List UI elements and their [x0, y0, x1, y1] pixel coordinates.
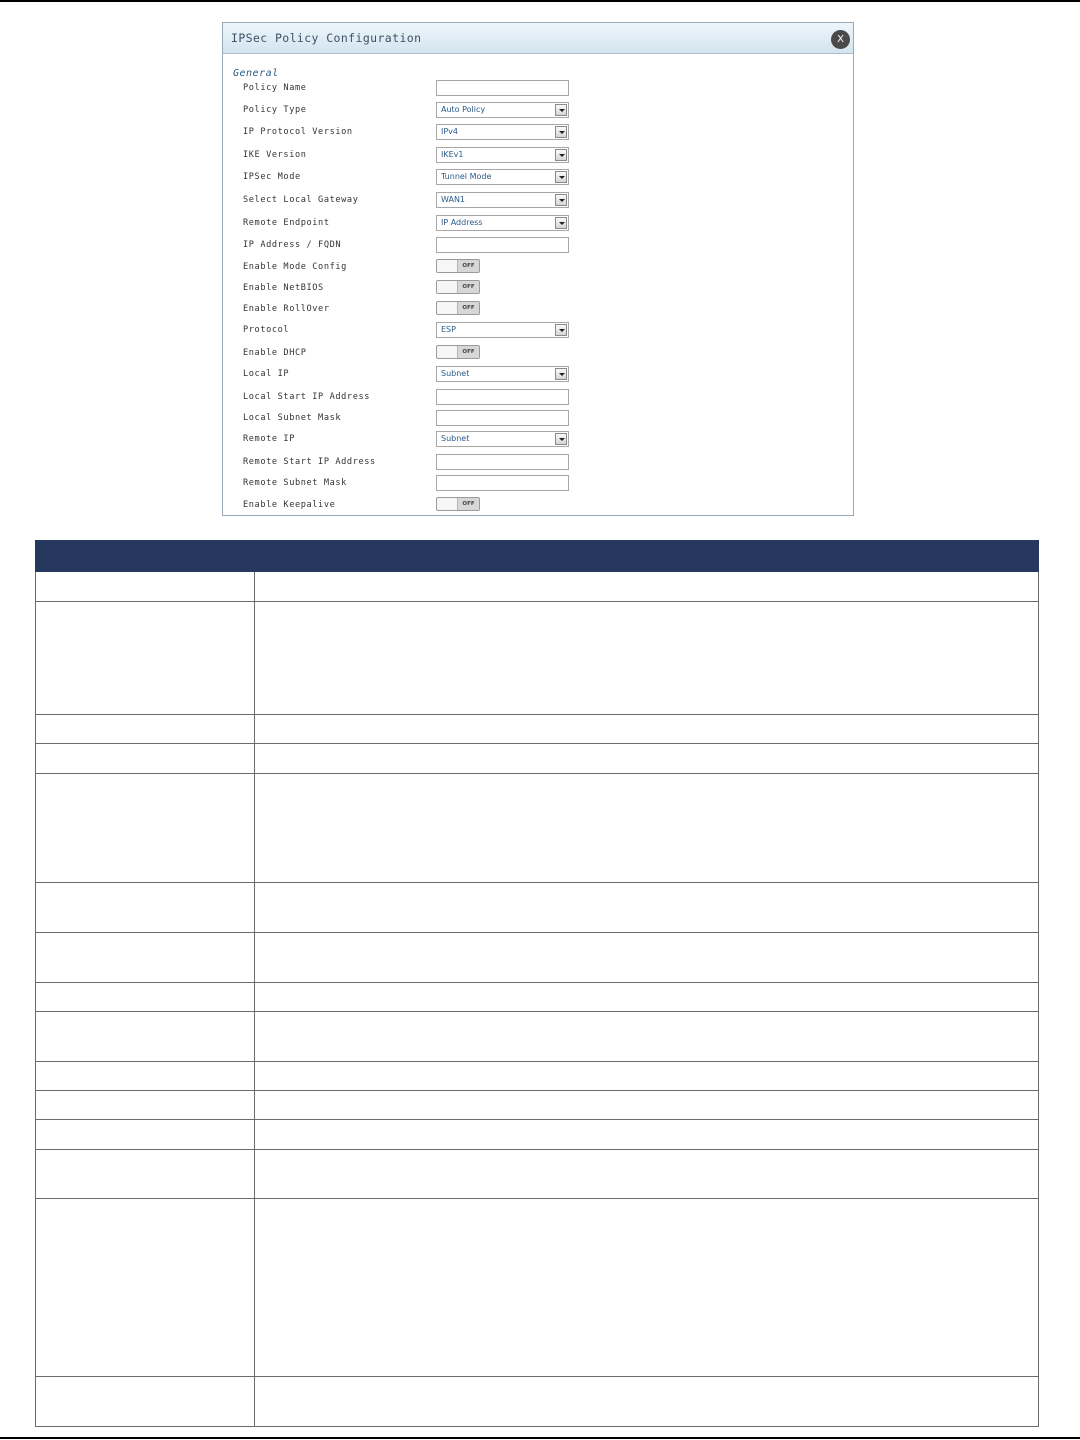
table-cell	[255, 774, 1039, 883]
table-cell	[36, 715, 255, 744]
ip-address-fqdn-input[interactable]	[436, 237, 569, 253]
table-cell	[255, 1012, 1039, 1062]
table-cell	[255, 1377, 1039, 1427]
field-label: IP Protocol Version	[243, 127, 353, 137]
local-start-ip-input[interactable]	[436, 389, 569, 405]
table-row	[36, 1120, 1039, 1150]
table-cell	[36, 1012, 255, 1062]
table-row	[36, 1012, 1039, 1062]
ike-version-select[interactable]	[436, 147, 569, 163]
table-cell	[36, 933, 255, 983]
page-bottom-rule	[0, 1437, 1080, 1439]
local-ip-select[interactable]	[436, 366, 569, 382]
table-cell	[255, 602, 1039, 715]
field-label: Local IP	[243, 369, 290, 379]
select-value: Subnet	[441, 369, 470, 378]
section-title-general: General	[233, 68, 279, 79]
toggle-state: OFF	[458, 281, 479, 293]
table-cell	[36, 774, 255, 883]
select-value: IP Address	[441, 218, 483, 227]
remote-ip-select[interactable]	[436, 431, 569, 447]
field-label: Enable NetBIOS	[243, 283, 324, 293]
table-row	[36, 1062, 1039, 1091]
field-enable-netbios	[223, 280, 853, 298]
field-label: Remote Subnet Mask	[243, 478, 347, 488]
table-cell	[36, 1091, 255, 1120]
select-value: IPv4	[441, 127, 459, 136]
chevron-down-icon[interactable]	[555, 217, 567, 229]
remote-endpoint-select[interactable]	[436, 215, 569, 231]
table-cell	[255, 572, 1039, 602]
field-label: Select Local Gateway	[243, 195, 359, 205]
remote-start-ip-input[interactable]	[436, 454, 569, 470]
table-header-cell	[255, 541, 1039, 572]
field-label: Policy Name	[243, 83, 307, 93]
field-label: IPSec Mode	[243, 172, 301, 182]
table-cell	[36, 983, 255, 1012]
field-policy-name	[223, 80, 853, 98]
field-label: Policy Type	[243, 105, 307, 115]
table-row	[36, 602, 1039, 715]
remote-subnet-mask-input[interactable]	[436, 475, 569, 491]
field-label: Enable DHCP	[243, 348, 307, 358]
select-value: IKEv1	[441, 150, 464, 159]
table-cell	[255, 1091, 1039, 1120]
chevron-down-icon[interactable]	[555, 171, 567, 183]
field-label: Enable Keepalive	[243, 500, 336, 510]
select-value: Subnet	[441, 434, 470, 443]
field-enable-rollover	[223, 301, 853, 319]
table-cell	[255, 883, 1039, 933]
select-value: WAN1	[441, 195, 466, 204]
dialog-title: IPSec Policy Configuration	[231, 31, 422, 45]
table-cell	[36, 1062, 255, 1091]
table-cell	[255, 1199, 1039, 1377]
select-value: Auto Policy	[441, 105, 486, 114]
table-row	[36, 1091, 1039, 1120]
table-row	[36, 744, 1039, 774]
table-cell	[36, 572, 255, 602]
table-cell	[36, 1150, 255, 1199]
table-header-cell	[36, 541, 255, 572]
table-row	[36, 1377, 1039, 1427]
table-header-row	[36, 541, 1039, 572]
keepalive-toggle[interactable]	[436, 497, 480, 511]
field-label: Protocol	[243, 325, 290, 335]
field-enable-mode-config	[223, 259, 853, 277]
close-icon[interactable]: X	[831, 30, 850, 49]
table-row	[36, 933, 1039, 983]
field-label: Enable RollOver	[243, 304, 330, 314]
field-label: Remote IP	[243, 434, 295, 444]
table-row	[36, 774, 1039, 883]
netbios-toggle[interactable]	[436, 280, 480, 294]
table-row	[36, 1199, 1039, 1377]
toggle-state: OFF	[458, 302, 479, 314]
field-enable-keepalive	[223, 497, 853, 515]
table-cell	[255, 933, 1039, 983]
dhcp-toggle[interactable]	[436, 345, 480, 359]
toggle-knob	[437, 302, 458, 314]
dialog-header	[223, 23, 853, 54]
field-local-gateway	[223, 192, 853, 210]
table-cell	[255, 744, 1039, 774]
table-cell	[255, 715, 1039, 744]
field-ip-address-fqdn	[223, 237, 853, 255]
toggle-knob	[437, 260, 458, 272]
chevron-down-icon[interactable]	[555, 368, 567, 380]
field-remote-ip	[223, 431, 853, 449]
field-protocol	[223, 322, 853, 340]
table-row	[36, 572, 1039, 602]
select-value: ESP	[441, 325, 456, 334]
table-cell	[255, 1150, 1039, 1199]
table-row	[36, 1150, 1039, 1199]
policy-type-select[interactable]	[436, 102, 569, 118]
field-label: IP Address / FQDN	[243, 240, 342, 250]
local-subnet-mask-input[interactable]	[436, 410, 569, 426]
table-cell	[36, 744, 255, 774]
toggle-state: OFF	[458, 346, 479, 358]
field-label: Remote Endpoint	[243, 218, 330, 228]
toggle-knob	[437, 346, 458, 358]
select-value: Tunnel Mode	[441, 172, 492, 181]
chevron-down-icon[interactable]	[555, 194, 567, 206]
chevron-down-icon[interactable]	[555, 324, 567, 336]
ip-protocol-version-select[interactable]	[436, 124, 569, 140]
field-ipsec-mode	[223, 169, 853, 187]
field-remote-subnet-mask	[223, 475, 853, 493]
toggle-knob	[437, 498, 458, 510]
chevron-down-icon[interactable]	[555, 126, 567, 138]
field-label: Local Start IP Address	[243, 392, 371, 402]
field-enable-dhcp	[223, 345, 853, 363]
field-local-subnet-mask	[223, 410, 853, 428]
field-local-start-ip	[223, 389, 853, 407]
table-cell	[255, 1062, 1039, 1091]
protocol-select[interactable]	[436, 322, 569, 338]
field-label: Remote Start IP Address	[243, 457, 376, 467]
chevron-down-icon[interactable]	[555, 433, 567, 445]
page-top-rule	[0, 0, 1080, 2]
table-row	[36, 983, 1039, 1012]
table-cell	[36, 1199, 255, 1377]
mode-config-toggle[interactable]	[436, 259, 480, 273]
field-description-table	[35, 540, 1039, 1427]
field-label: Local Subnet Mask	[243, 413, 342, 423]
field-policy-type	[223, 102, 853, 120]
toggle-knob	[437, 281, 458, 293]
ipsec-mode-select[interactable]	[436, 169, 569, 185]
toggle-state: OFF	[458, 260, 479, 272]
chevron-down-icon[interactable]	[555, 149, 567, 161]
toggle-state: OFF	[458, 498, 479, 510]
table-cell	[255, 983, 1039, 1012]
field-label: Enable Mode Config	[243, 262, 347, 272]
field-local-ip	[223, 366, 853, 384]
field-remote-start-ip	[223, 454, 853, 472]
table-row	[36, 715, 1039, 744]
field-ip-protocol-version	[223, 124, 853, 142]
rollover-toggle[interactable]	[436, 301, 480, 315]
field-remote-endpoint	[223, 215, 853, 233]
chevron-down-icon[interactable]	[555, 104, 567, 116]
local-gateway-select[interactable]	[436, 192, 569, 208]
table-row	[36, 883, 1039, 933]
table-cell	[36, 883, 255, 933]
field-ike-version	[223, 147, 853, 165]
field-label: IKE Version	[243, 150, 307, 160]
table-cell	[36, 1120, 255, 1150]
table-cell	[36, 1377, 255, 1427]
table-cell	[36, 602, 255, 715]
ipsec-policy-dialog	[222, 22, 854, 516]
policy-name-input[interactable]	[436, 80, 569, 96]
table-cell	[255, 1120, 1039, 1150]
